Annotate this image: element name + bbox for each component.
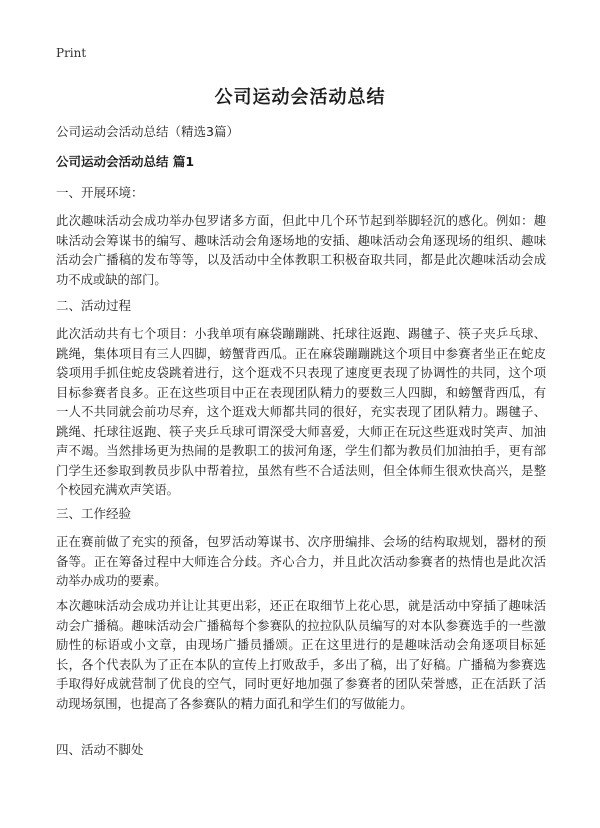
document-title: 公司运动会活动总结 <box>214 87 386 108</box>
paragraph-experience-2: 本次趣味活动会成功并让让其更出彩，还正在取细节上花心思，就是活动中穿插了趣味活动会广播稿。趣味活动会广播稿每个参赛队的拉拉队队员编写的对本队参赛选手的一些激励性的标语或小文章，由现场广播员播颂。正在这里进行的是趣味活动会角逐项目标延长，各个代表队为了正在本队的宣传上打败敌手，多出了稿，出了好稿。广播稿为参赛选手取得好成就营制了优良的空气，同时更好地加强了参赛者的团队荣誉感，正在活跃了活动现场氛围，也提高了各参赛队的精力面孔和学生们的写做能力。 <box>56 599 546 711</box>
print-label: Print <box>56 46 87 60</box>
section-heading-process: 二、活动过程 <box>56 298 132 313</box>
document-subtitle: 公司运动会活动总结（精选3篇） <box>56 124 239 139</box>
section-heading-shortcomings: 四、活动不脚处 <box>56 742 144 757</box>
section-heading-environment: 一、开展环境： <box>56 185 144 200</box>
article-heading: 公司运动会活动总结 篇1 <box>56 154 195 169</box>
paragraph-experience-1: 正在赛前做了充实的预备，包罗活动筹谋书、次序册编排、会场的结构取规划，器材的预备等。正在筹备过程中大师连合分歧。齐心合力，并且此次活动参赛者的热情也是此次活动举办成功的要素。 <box>56 535 546 588</box>
section-heading-experience: 三、工作经验 <box>56 506 132 521</box>
paragraph-process: 此次活动共有七个项目：小我单项有麻袋蹦蹦跳、托球往返跑、踢毽子、筷子夹乒乓球、跳绳，集体项目有三人四脚，螃蟹背西瓜。正在麻袋蹦蹦跳这个项目中参赛者坐正在蛇皮袋项用手抓住蛇皮袋跳着进行，这个逛戏不只表现了速度更表现了协调性的共同，这个项目标参赛者良多。正在这些项目中正在表现团队精力的要数三人四脚，和螃蟹背西瓜，有一人不共同就会前功尽弃，这个逛戏大师都共同的很好，充实表现了团队精力。踢毽子、跳绳、托球往返跑、筷子夹乒乓球可谓深受大师喜爱，大师正在玩这些逛戏时笑声、加油声不竭。当然排场更为热闹的是教职工的拔河角逐，学生们都为教员们加油拍手，更有部门学生还参取到教员步队中帮着拉，虽然有些不合适法则，但全体师生很欢快高兴，是整个校园充满欢声笑语。 <box>56 327 546 497</box>
paragraph-environment: 此次趣味活动会成功举办包罗诸多方面，但此中几个环节起到举脚轻沉的感化。例如：趣味活动会筹谋书的编写、趣味活动会角逐场地的安插、趣味活动会角逐现场的组织、趣味活动会广播稿的发布等等，以及活动中全体教职工积极奋取共同，都是此次趣味活动会成功不成或缺的部门。 <box>56 214 546 287</box>
